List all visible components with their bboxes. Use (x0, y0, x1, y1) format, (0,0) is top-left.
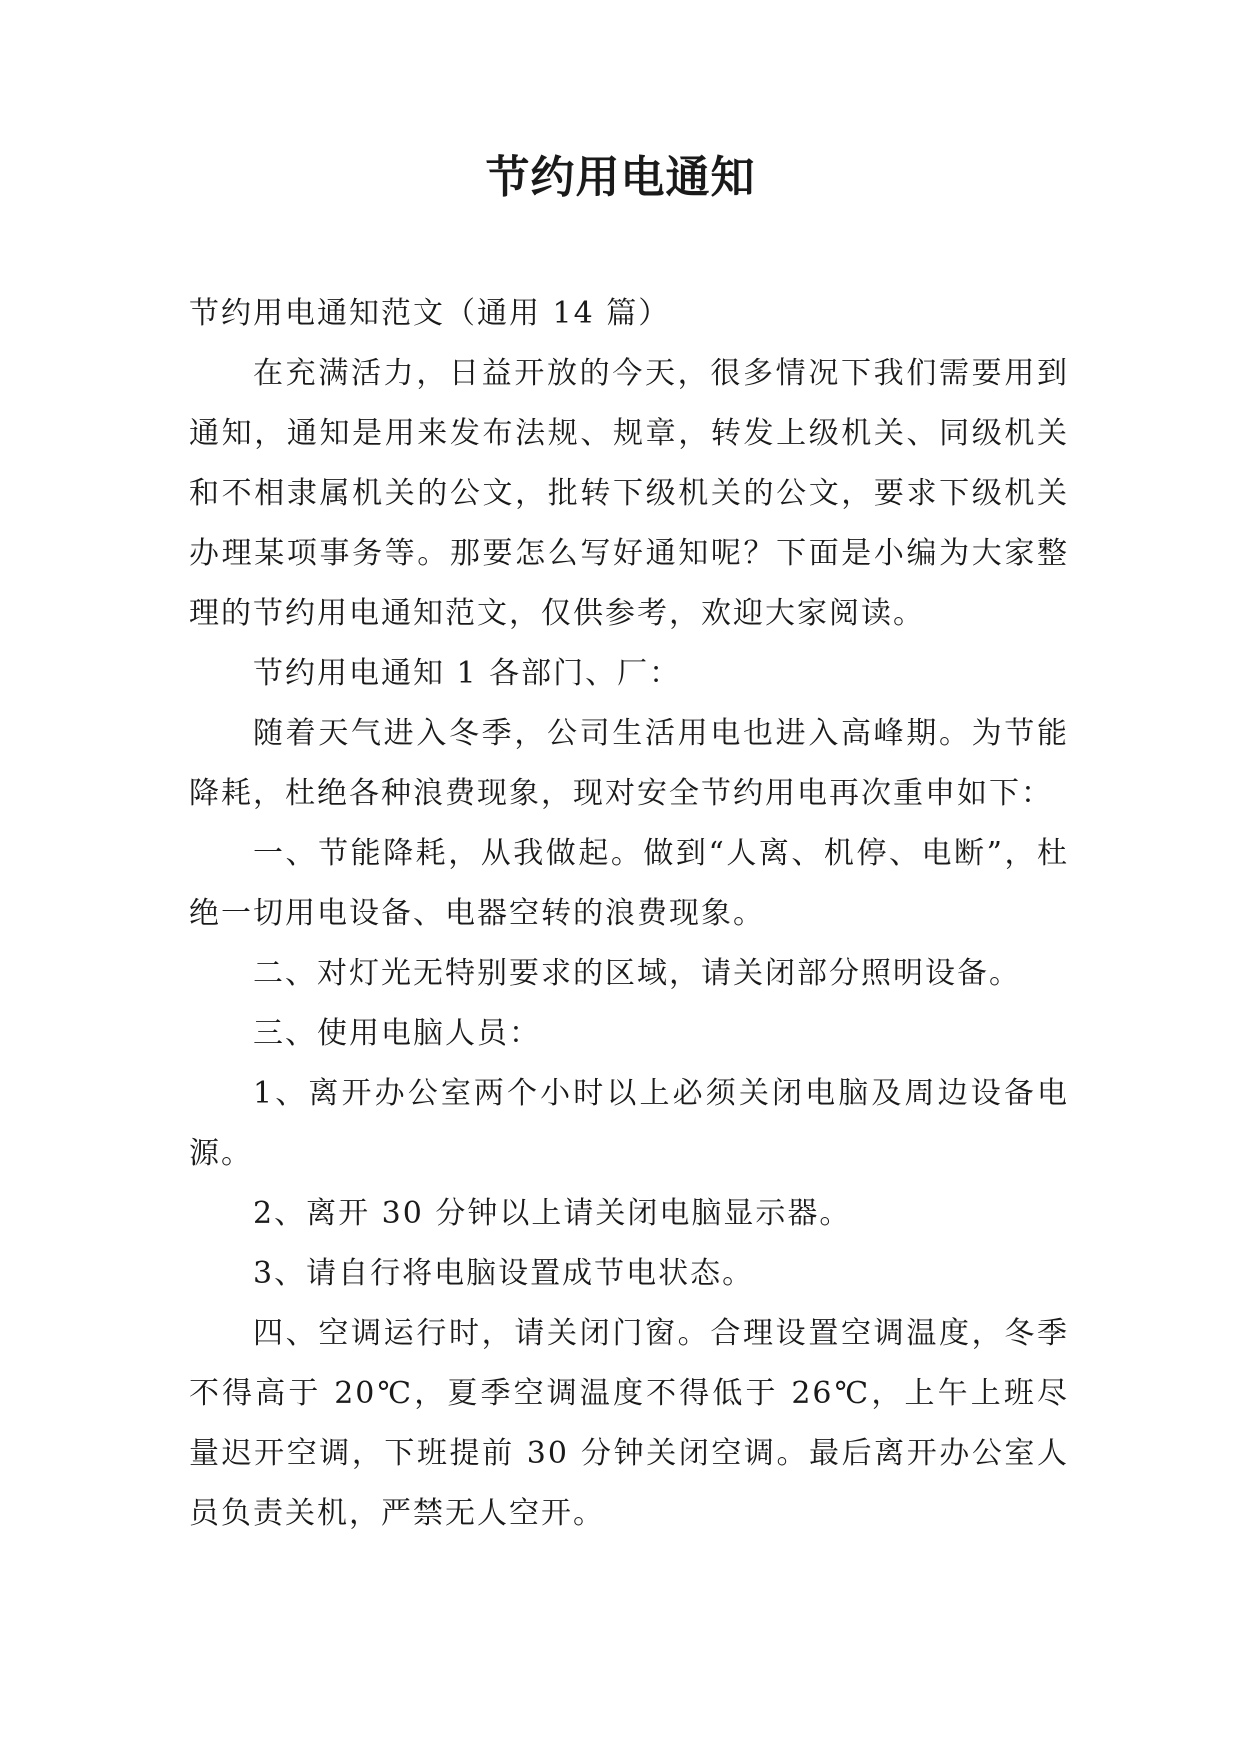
document-subtitle: 节约用电通知范文（通用 14 篇） (189, 296, 671, 331)
sub-list-item: 1、离开办公室两个小时以上必须关闭电脑及周边设备电源。 (189, 1076, 1069, 1171)
document-body (189, 284, 1069, 1544)
list-item: 四、空调运行时，请关闭门窗。合理设置空调温度，冬季不得高于 20℃，夏季空调温度不得低于 26℃，上午上班尽量迟开空调，下班提前 30 分钟关闭空调。最后离开办公室人员负责关机，严禁无人空开。 (189, 1316, 1069, 1531)
sub-list-item: 2、离开 30 分钟以上请关闭电脑显示器。 (253, 1196, 852, 1231)
body-paragraph: 随着天气进入冬季，公司生活用电也进入高峰期。为节能降耗，杜绝各种浪费现象，现对安全节约用电再次重申如下： (189, 716, 1069, 811)
list-item: 三、使用电脑人员： (253, 1016, 541, 1051)
sub-list-item: 3、请自行将电脑设置成节电状态。 (253, 1256, 755, 1291)
page-title: 节约用电通知 (485, 152, 756, 203)
intro-paragraph: 在充满活力，日益开放的今天，很多情况下我们需要用到通知，通知是用来发布法规、规章，转发上级机关、同级机关和不相隶属机关的公文，批转下级机关的公文，要求下级机关办理某项事务等。那要怎么写好通知呢？下面是小编为大家整理的节约用电通知范文，仅供参考，欢迎大家阅读。 (189, 356, 1069, 631)
list-item: 一、节能降耗，从我做起。做到“人离、机停、电断”，杜绝一切用电设备、电器空转的浪费现象。 (189, 836, 1069, 931)
list-item: 二、对灯光无特别要求的区域，请关闭部分照明设备。 (253, 956, 1021, 991)
notice-heading: 节约用电通知 1 各部门、厂： (253, 656, 682, 691)
